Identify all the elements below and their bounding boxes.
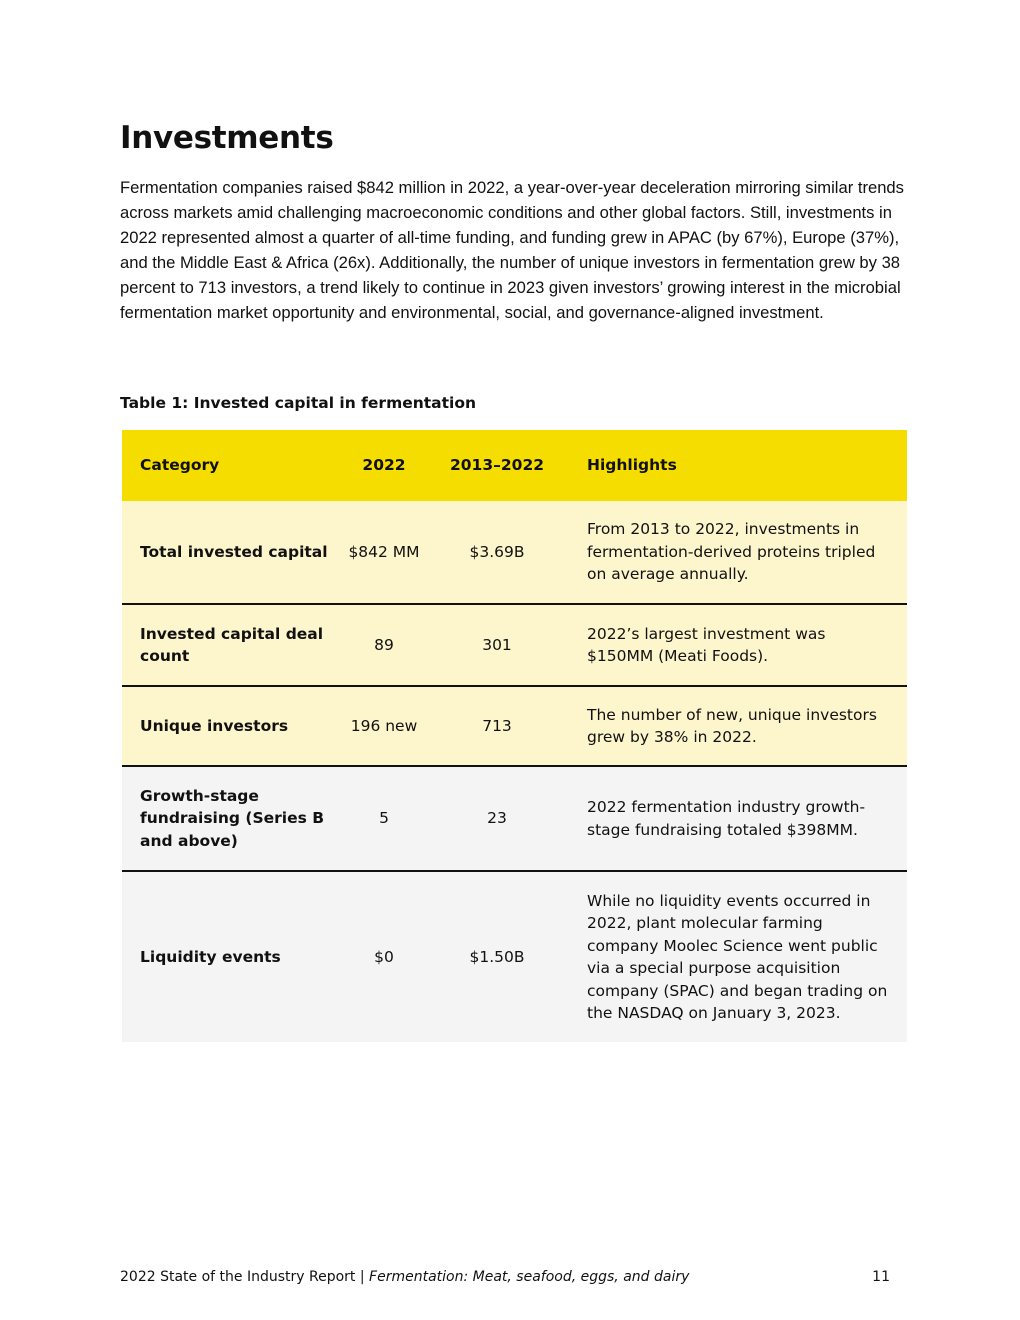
footer-separator: | [355, 1269, 370, 1285]
row-highlight: 2022 fermentation industry growth-stage fundraising totaled $398MM. [571, 766, 907, 871]
row-category: Total invested capital [122, 501, 345, 604]
row-range-value: $3.69B [423, 501, 571, 604]
row-category: Growth-stage fundraising (Series B and above) [122, 766, 345, 871]
row-category: Invested capital deal count [122, 604, 345, 686]
table-row [122, 766, 907, 871]
footer-report-title: 2022 State of the Industry Report [120, 1269, 356, 1285]
row-2022-value: 5 [345, 766, 423, 871]
row-highlight: The number of new, unique investors grew by 38% in 2022. [571, 686, 907, 766]
investment-table [122, 430, 907, 1042]
row-category: Unique investors [122, 686, 345, 766]
row-category: Liquidity events [140, 947, 281, 966]
header-2022: 2022 [362, 456, 406, 475]
table-row [122, 604, 907, 686]
header-2013-2022: 2013–2022 [449, 456, 545, 475]
row-2022-value: 196 new [345, 686, 423, 766]
row-range-value: 301 [423, 604, 571, 686]
table-caption: Table 1: Invested capital in fermentation [120, 394, 477, 412]
row-range-value: 23 [423, 766, 571, 871]
header-highlights: Highlights [587, 456, 677, 475]
row-2022-value: $842 MM [345, 501, 423, 604]
table-header [122, 430, 907, 501]
row-highlight: While no liquidity events occurred in 2022, plant molecular farming company Moolec Science went public via a special purpose acquisition company (SPAC) and began trading on the NASDAQ on January 3, 2023. [587, 891, 888, 1022]
table-row [122, 501, 907, 604]
table-row [122, 871, 907, 1042]
row-range-value: $1.50B [469, 947, 525, 966]
table-body [122, 501, 907, 1042]
row-highlight: 2022’s largest investment was $150MM (Meati Foods). [571, 604, 907, 686]
footer-subtitle: Fermentation: Meat, seafood, eggs, and dairy [369, 1269, 690, 1285]
table-row [122, 686, 907, 766]
page-title: Investments [120, 120, 334, 156]
row-highlight: From 2013 to 2022, investments in fermentation-derived proteins tripled on average annually. [571, 501, 907, 604]
page-footer [120, 1269, 890, 1285]
page-number: 11 [872, 1269, 890, 1285]
row-2022-value: $0 [374, 947, 394, 966]
intro-paragraph: Fermentation companies raised $842 million in 2022, a year-over-year deceleration mirroring similar trends across markets amid challenging macroeconomic conditions and other global factors. Still, investments in 2022 represented almost a quarter of all-time funding, and funding grew in APAC (by 67%), Europe (37%), and the Middle East & Africa (26x). Additionally, the number of unique investors in fermentation grew by 38 percent to 713 investors, a trend likely to continue in 2023 given investors’ growing interest in the microbial fermentation market opportunity and environmental, social, and governance-aligned investment. [120, 178, 904, 322]
row-range-value: 713 [423, 686, 571, 766]
table-header-row [122, 430, 907, 501]
row-2022-value: 89 [345, 604, 423, 686]
header-category: Category [140, 456, 220, 475]
